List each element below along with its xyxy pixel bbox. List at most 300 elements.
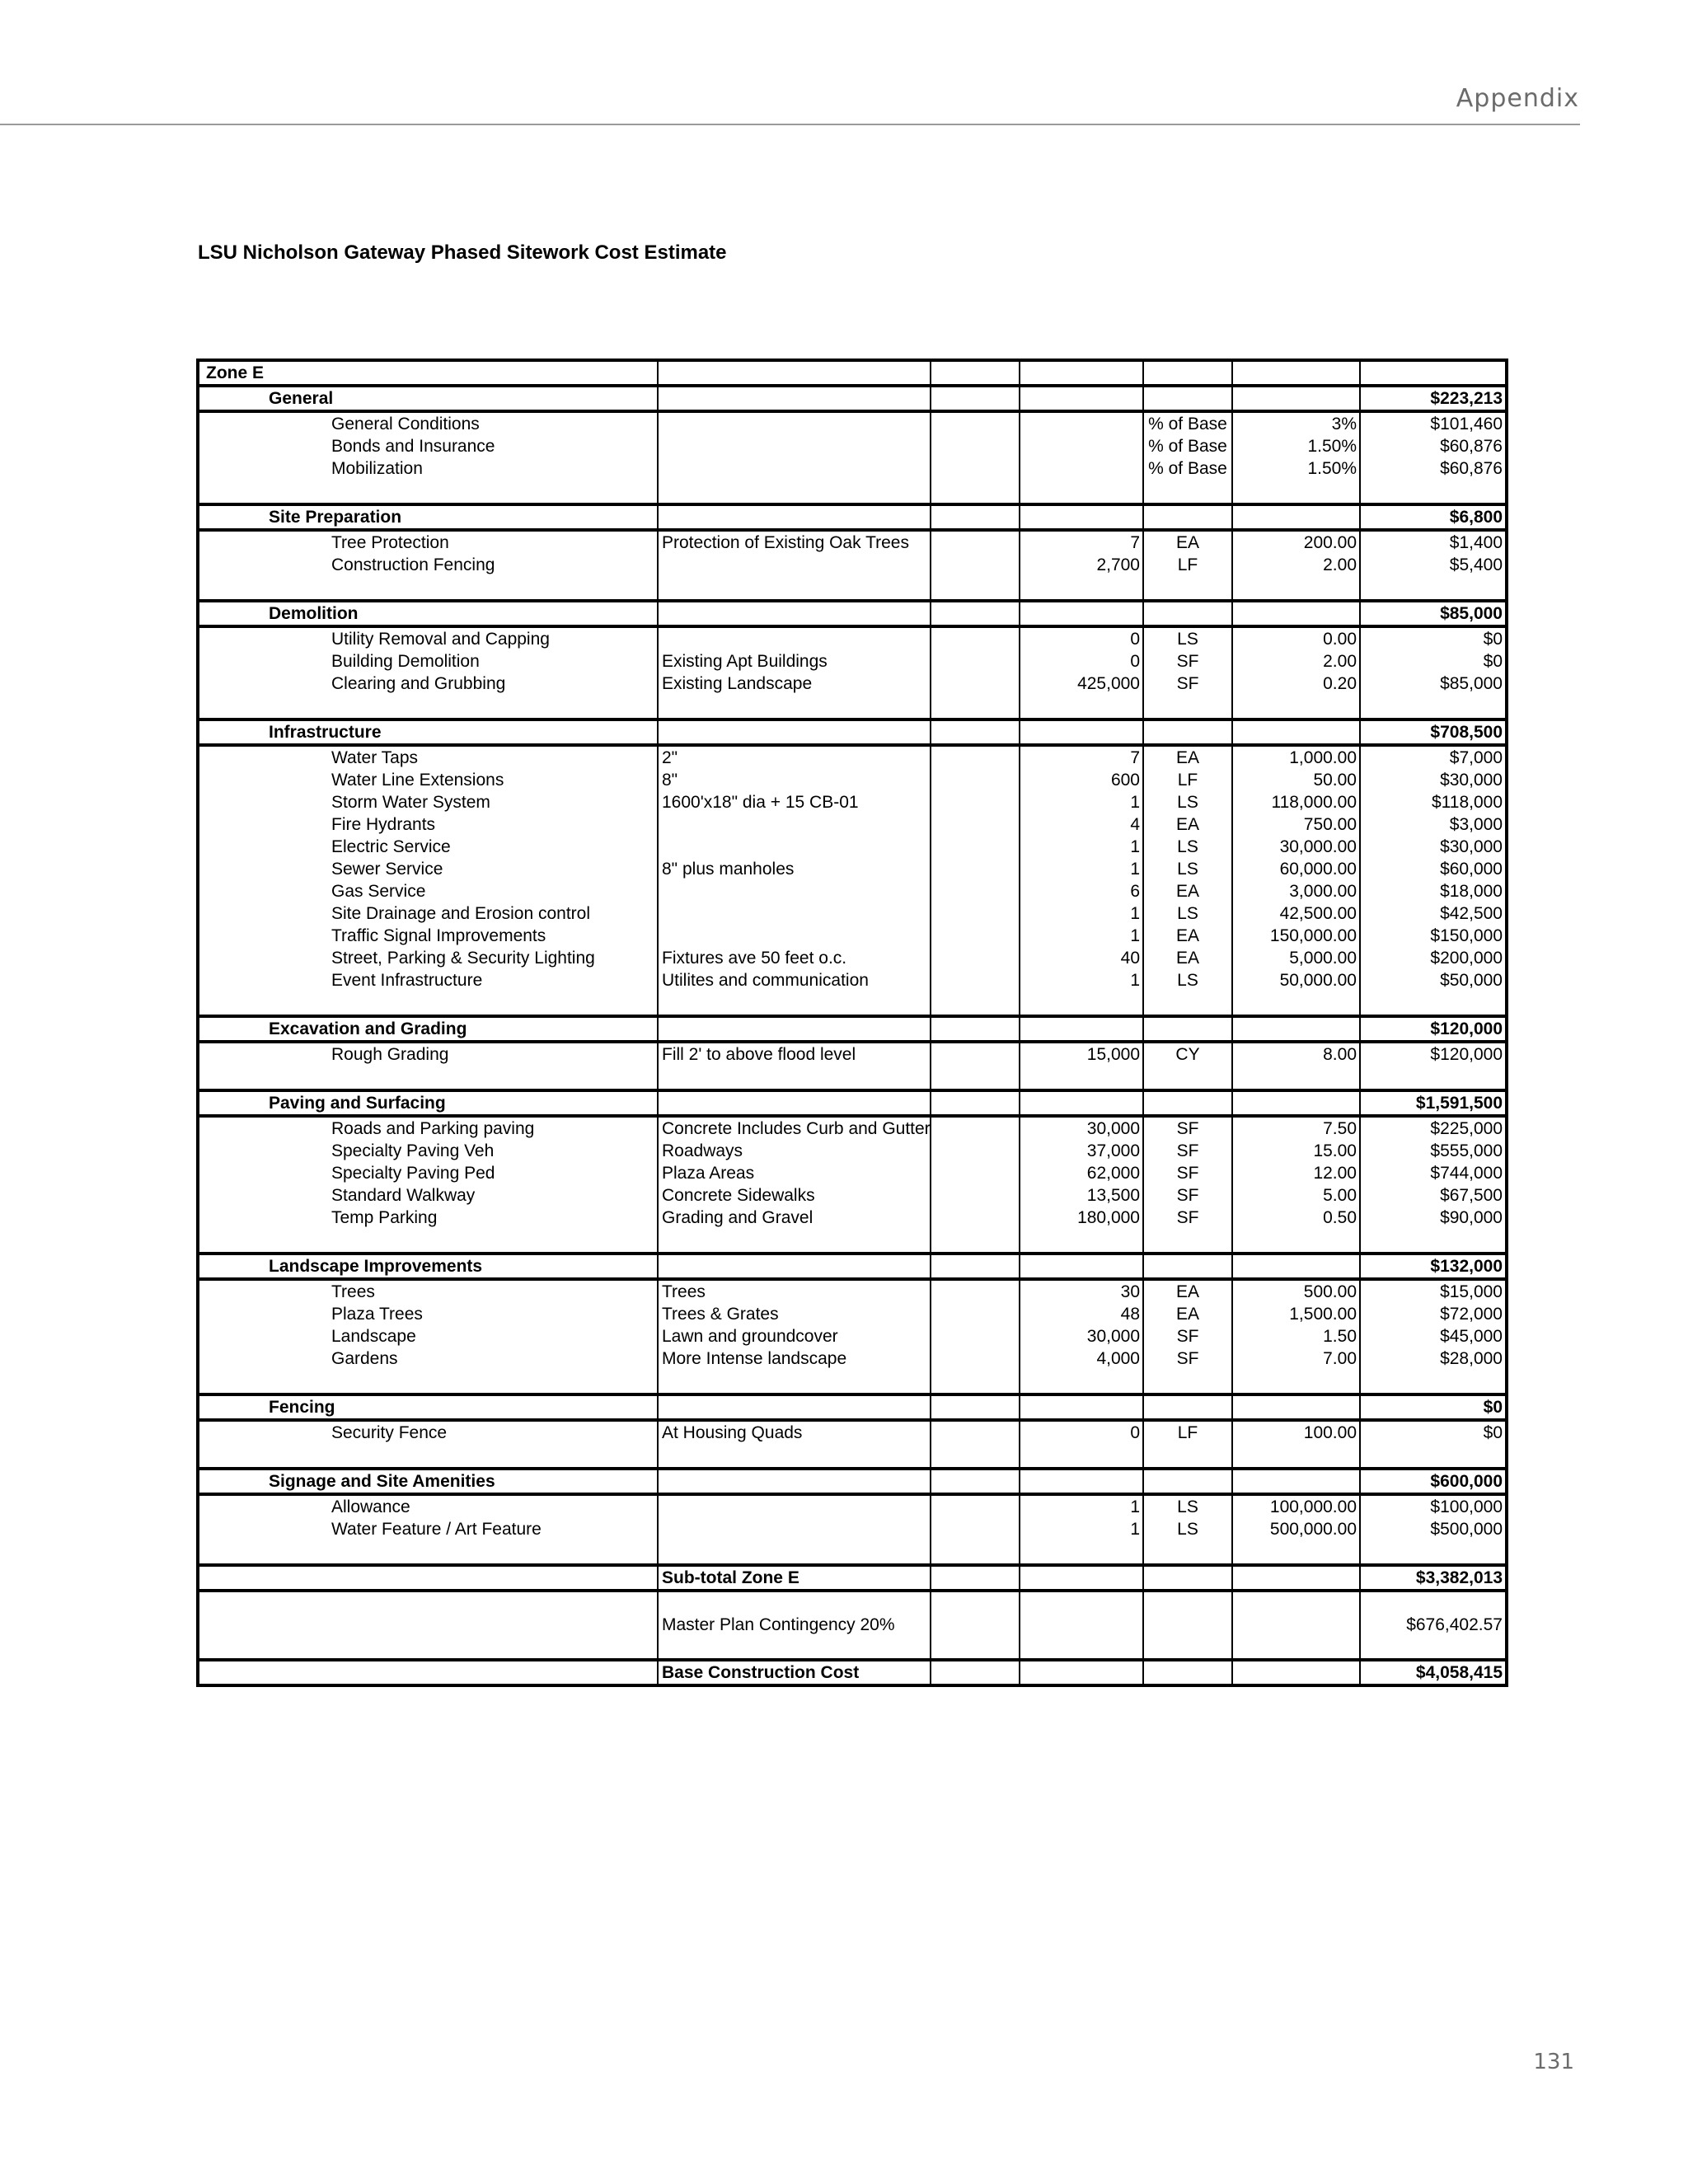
- section-total: $708,500: [1360, 719, 1507, 745]
- section-name: Paving and Surfacing: [198, 1090, 658, 1116]
- item-name: Allowance: [198, 1494, 658, 1518]
- item-name: Site Drainage and Erosion control: [198, 902, 658, 925]
- item-quantity: 425,000: [1020, 673, 1143, 695]
- empty-cell: [931, 530, 1020, 554]
- item-amount: $1,400: [1360, 530, 1507, 554]
- empty-cell: [658, 1066, 931, 1090]
- table-row: [198, 880, 1507, 902]
- empty-cell: [1143, 386, 1232, 411]
- item-quantity: 1: [1020, 969, 1143, 991]
- item-unit: LS: [1143, 836, 1232, 858]
- empty-cell: [198, 1660, 658, 1685]
- empty-cell: [931, 1518, 1020, 1540]
- item-description: [658, 435, 931, 457]
- item-description: Utilites and communication: [658, 969, 931, 991]
- item-amount: $50,000: [1360, 969, 1507, 991]
- empty-cell: [658, 991, 931, 1016]
- item-name: Gas Service: [198, 880, 658, 902]
- empty-cell: [1020, 480, 1143, 504]
- contingency-amount: $676,402.57: [1360, 1591, 1507, 1660]
- empty-cell: [931, 1565, 1020, 1591]
- section-name: Landscape Improvements: [198, 1254, 658, 1279]
- table-row: [198, 1420, 1507, 1444]
- empty-cell: [198, 1370, 658, 1394]
- document-title: LSU Nicholson Gateway Phased Sitework Cost Estimate: [198, 241, 727, 264]
- empty-cell: [931, 386, 1020, 411]
- empty-cell: [1232, 386, 1360, 411]
- table-row: [198, 769, 1507, 791]
- empty-cell: [931, 1229, 1020, 1254]
- empty-cell: [1232, 576, 1360, 601]
- item-name: Electric Service: [198, 836, 658, 858]
- item-description: [658, 626, 931, 650]
- item-unit: EA: [1143, 1279, 1232, 1303]
- item-unit-cost: 8.00: [1232, 1042, 1360, 1066]
- empty-cell: [198, 1591, 658, 1660]
- item-quantity: 7: [1020, 530, 1143, 554]
- empty-cell: [658, 504, 931, 530]
- table-row: [198, 1279, 1507, 1303]
- empty-cell: [931, 1279, 1020, 1303]
- item-name: Tree Protection: [198, 530, 658, 554]
- table-row: [198, 858, 1507, 880]
- empty-cell: [931, 411, 1020, 435]
- contingency-label: Master Plan Contingency 20%: [658, 1591, 931, 1660]
- spacer-row: [198, 991, 1507, 1016]
- empty-cell: [1143, 1394, 1232, 1420]
- section-header-row: [198, 601, 1507, 626]
- section-total: $1,591,500: [1360, 1090, 1507, 1116]
- table-row: [198, 1518, 1507, 1540]
- item-amount: $3,000: [1360, 813, 1507, 836]
- empty-cell: [931, 457, 1020, 480]
- table-row: [198, 1303, 1507, 1325]
- item-description: Existing Landscape: [658, 673, 931, 695]
- empty-cell: [1360, 1540, 1507, 1565]
- item-description: Roadways: [658, 1140, 931, 1162]
- item-amount: $30,000: [1360, 836, 1507, 858]
- section-header-row: [198, 386, 1507, 411]
- empty-cell: [1143, 719, 1232, 745]
- item-quantity: 6: [1020, 880, 1143, 902]
- item-unit-cost: 118,000.00: [1232, 791, 1360, 813]
- empty-cell: [1360, 1370, 1507, 1394]
- running-header-title: Appendix: [1456, 84, 1579, 113]
- empty-cell: [1143, 1229, 1232, 1254]
- spacer-row: [198, 1444, 1507, 1469]
- empty-cell: [658, 1090, 931, 1116]
- item-quantity: 30,000: [1020, 1116, 1143, 1140]
- empty-cell: [1232, 695, 1360, 719]
- item-unit-cost: 42,500.00: [1232, 902, 1360, 925]
- item-quantity: 62,000: [1020, 1162, 1143, 1184]
- item-amount: $5,400: [1360, 554, 1507, 576]
- item-amount: $120,000: [1360, 1042, 1507, 1066]
- empty-cell: [1020, 601, 1143, 626]
- table-row: [198, 969, 1507, 991]
- empty-cell: [198, 1229, 658, 1254]
- item-unit: SF: [1143, 1162, 1232, 1184]
- section-header-row: [198, 1394, 1507, 1420]
- empty-cell: [1360, 1444, 1507, 1469]
- empty-cell: [931, 719, 1020, 745]
- table-row: [198, 1347, 1507, 1370]
- empty-cell: [931, 1116, 1020, 1140]
- empty-cell: [1143, 991, 1232, 1016]
- item-quantity: 0: [1020, 626, 1143, 650]
- empty-cell: [931, 969, 1020, 991]
- spacer-row: [198, 1370, 1507, 1394]
- item-unit: LS: [1143, 626, 1232, 650]
- item-unit: % of Base: [1143, 435, 1232, 457]
- empty-cell: [1020, 1016, 1143, 1042]
- empty-cell: [1020, 1540, 1143, 1565]
- spacer-row: [198, 1066, 1507, 1090]
- item-unit-cost: 1.50%: [1232, 457, 1360, 480]
- item-unit-cost: 50,000.00: [1232, 969, 1360, 991]
- section-header-row: [198, 1090, 1507, 1116]
- item-description: [658, 902, 931, 925]
- item-unit-cost: 100,000.00: [1232, 1494, 1360, 1518]
- item-unit-cost: 12.00: [1232, 1162, 1360, 1184]
- item-unit: LF: [1143, 1420, 1232, 1444]
- item-quantity: [1020, 411, 1143, 435]
- empty-cell: [1020, 1444, 1143, 1469]
- item-amount: $555,000: [1360, 1140, 1507, 1162]
- item-name: Specialty Paving Veh: [198, 1140, 658, 1162]
- item-unit-cost: 0.50: [1232, 1207, 1360, 1229]
- item-unit: CY: [1143, 1042, 1232, 1066]
- empty-cell: [198, 695, 658, 719]
- item-unit: LS: [1143, 791, 1232, 813]
- item-quantity: 48: [1020, 1303, 1143, 1325]
- section-total: $0: [1360, 1394, 1507, 1420]
- empty-cell: [931, 791, 1020, 813]
- empty-cell: [1020, 504, 1143, 530]
- empty-cell: [1232, 1565, 1360, 1591]
- item-amount: $45,000: [1360, 1325, 1507, 1347]
- item-unit-cost: 3%: [1232, 411, 1360, 435]
- empty-cell: [1232, 1591, 1360, 1660]
- table-row: [198, 836, 1507, 858]
- item-unit-cost: 3,000.00: [1232, 880, 1360, 902]
- empty-cell: [931, 1303, 1020, 1325]
- empty-cell: [931, 1254, 1020, 1279]
- empty-cell: [658, 1016, 931, 1042]
- item-unit: % of Base: [1143, 411, 1232, 435]
- item-quantity: 40: [1020, 947, 1143, 969]
- item-unit-cost: 5.00: [1232, 1184, 1360, 1207]
- empty-cell: [931, 504, 1020, 530]
- item-amount: $42,500: [1360, 902, 1507, 925]
- item-quantity: 4: [1020, 813, 1143, 836]
- item-unit-cost: 150,000.00: [1232, 925, 1360, 947]
- item-unit: SF: [1143, 1116, 1232, 1140]
- item-description: Protection of Existing Oak Trees: [658, 530, 931, 554]
- section-header-row: [198, 719, 1507, 745]
- spacer-row: [198, 576, 1507, 601]
- item-unit: EA: [1143, 813, 1232, 836]
- item-unit: EA: [1143, 925, 1232, 947]
- item-amount: $85,000: [1360, 673, 1507, 695]
- empty-cell: [931, 1066, 1020, 1090]
- item-amount: $100,000: [1360, 1494, 1507, 1518]
- empty-cell: [931, 1090, 1020, 1116]
- empty-cell: [658, 1394, 931, 1420]
- empty-cell: [1232, 1254, 1360, 1279]
- item-quantity: 30,000: [1020, 1325, 1143, 1347]
- empty-cell: [1232, 1229, 1360, 1254]
- empty-cell: [658, 576, 931, 601]
- empty-cell: [1143, 1565, 1232, 1591]
- table-row: [198, 457, 1507, 480]
- section-name: Fencing: [198, 1394, 658, 1420]
- item-name: Trees: [198, 1279, 658, 1303]
- empty-cell: [1360, 991, 1507, 1016]
- empty-cell: [931, 1016, 1020, 1042]
- empty-cell: [931, 1140, 1020, 1162]
- item-description: Trees & Grates: [658, 1303, 931, 1325]
- base-amount: $4,058,415: [1360, 1660, 1507, 1685]
- item-quantity: 37,000: [1020, 1140, 1143, 1162]
- table-row: [198, 925, 1507, 947]
- empty-cell: [658, 1540, 931, 1565]
- empty-cell: [1143, 1016, 1232, 1042]
- item-unit: SF: [1143, 1347, 1232, 1370]
- table-row: [198, 673, 1507, 695]
- item-unit-cost: 15.00: [1232, 1140, 1360, 1162]
- item-unit-cost: 2.00: [1232, 650, 1360, 673]
- empty-cell: [1232, 504, 1360, 530]
- item-unit: SF: [1143, 1325, 1232, 1347]
- empty-cell: [931, 1325, 1020, 1347]
- empty-cell: [658, 719, 931, 745]
- base-label: Base Construction Cost: [658, 1660, 931, 1685]
- table-row: [198, 554, 1507, 576]
- empty-cell: [931, 1347, 1020, 1370]
- table-row: [198, 1116, 1507, 1140]
- item-name: Traffic Signal Improvements: [198, 925, 658, 947]
- item-quantity: 1: [1020, 836, 1143, 858]
- section-total: $120,000: [1360, 1016, 1507, 1042]
- table-row: [198, 650, 1507, 673]
- item-unit: SF: [1143, 673, 1232, 695]
- item-unit-cost: 7.00: [1232, 1347, 1360, 1370]
- section-name: General: [198, 386, 658, 411]
- item-unit-cost: 200.00: [1232, 530, 1360, 554]
- item-amount: $18,000: [1360, 880, 1507, 902]
- empty-cell: [1143, 1370, 1232, 1394]
- empty-cell: [931, 836, 1020, 858]
- item-unit: EA: [1143, 1303, 1232, 1325]
- item-quantity: 0: [1020, 650, 1143, 673]
- section-total: $85,000: [1360, 601, 1507, 626]
- item-description: [658, 813, 931, 836]
- item-unit: LS: [1143, 1518, 1232, 1540]
- empty-cell: [1020, 1066, 1143, 1090]
- item-name: Water Taps: [198, 745, 658, 769]
- item-name: Fire Hydrants: [198, 813, 658, 836]
- item-name: Storm Water System: [198, 791, 658, 813]
- item-amount: $500,000: [1360, 1518, 1507, 1540]
- item-amount: $60,876: [1360, 435, 1507, 457]
- item-unit: % of Base: [1143, 457, 1232, 480]
- empty-cell: [931, 925, 1020, 947]
- item-amount: $60,000: [1360, 858, 1507, 880]
- empty-cell: [1232, 480, 1360, 504]
- item-unit: EA: [1143, 530, 1232, 554]
- section-name: Site Preparation: [198, 504, 658, 530]
- item-unit-cost: 50.00: [1232, 769, 1360, 791]
- item-unit-cost: 30,000.00: [1232, 836, 1360, 858]
- item-amount: $67,500: [1360, 1184, 1507, 1207]
- empty-cell: [1020, 695, 1143, 719]
- item-description: [658, 1518, 931, 1540]
- table-row: [198, 1494, 1507, 1518]
- empty-cell: [658, 601, 931, 626]
- empty-cell: [931, 576, 1020, 601]
- empty-cell: [1020, 1591, 1143, 1660]
- item-name: Standard Walkway: [198, 1184, 658, 1207]
- empty-cell: [1232, 1660, 1360, 1685]
- item-unit-cost: 500.00: [1232, 1279, 1360, 1303]
- item-name: Temp Parking: [198, 1207, 658, 1229]
- section-header-row: [198, 504, 1507, 530]
- empty-cell: [1143, 504, 1232, 530]
- empty-cell: [931, 626, 1020, 650]
- empty-cell: [658, 480, 931, 504]
- item-amount: $0: [1360, 1420, 1507, 1444]
- item-name: Gardens: [198, 1347, 658, 1370]
- item-unit-cost: 60,000.00: [1232, 858, 1360, 880]
- item-name: Roads and Parking paving: [198, 1116, 658, 1140]
- item-unit: SF: [1143, 1140, 1232, 1162]
- item-quantity: 4,000: [1020, 1347, 1143, 1370]
- item-unit-cost: 1,500.00: [1232, 1303, 1360, 1325]
- spacer-row: [198, 1540, 1507, 1565]
- empty-cell: [931, 1370, 1020, 1394]
- section-name: Infrastructure: [198, 719, 658, 745]
- item-amount: $225,000: [1360, 1116, 1507, 1140]
- section-name: Signage and Site Amenities: [198, 1469, 658, 1494]
- section-total: $600,000: [1360, 1469, 1507, 1494]
- table-row: [198, 1184, 1507, 1207]
- item-amount: $28,000: [1360, 1347, 1507, 1370]
- empty-cell: [658, 386, 931, 411]
- item-description: [658, 925, 931, 947]
- item-amount: $150,000: [1360, 925, 1507, 947]
- table-row: [198, 745, 1507, 769]
- empty-cell: [198, 1066, 658, 1090]
- base-cost-row: [198, 1660, 1507, 1685]
- empty-cell: [1143, 480, 1232, 504]
- empty-cell: [198, 991, 658, 1016]
- empty-cell: [931, 1184, 1020, 1207]
- item-description: At Housing Quads: [658, 1420, 931, 1444]
- empty-cell: [1232, 1394, 1360, 1420]
- empty-cell: [1143, 1444, 1232, 1469]
- table-row: [198, 1207, 1507, 1229]
- subtotal-label: Sub-total Zone E: [658, 1565, 931, 1591]
- item-amount: $744,000: [1360, 1162, 1507, 1184]
- section-name: Demolition: [198, 601, 658, 626]
- item-description: Fill 2' to above flood level: [658, 1042, 931, 1066]
- empty-cell: [1020, 1469, 1143, 1494]
- header-rule: [0, 124, 1580, 125]
- item-name: Plaza Trees: [198, 1303, 658, 1325]
- item-unit: LS: [1143, 1494, 1232, 1518]
- item-unit-cost: 7.50: [1232, 1116, 1360, 1140]
- item-amount: $0: [1360, 626, 1507, 650]
- item-unit-cost: 500,000.00: [1232, 1518, 1360, 1540]
- empty-cell: [931, 1494, 1020, 1518]
- empty-cell: [931, 695, 1020, 719]
- item-description: Fixtures ave 50 feet o.c.: [658, 947, 931, 969]
- empty-cell: [931, 1660, 1020, 1685]
- table-row: [198, 435, 1507, 457]
- item-unit: LF: [1143, 769, 1232, 791]
- empty-cell: [1020, 386, 1143, 411]
- item-name: Building Demolition: [198, 650, 658, 673]
- empty-cell: [1020, 1660, 1143, 1685]
- section-header-row: [198, 1016, 1507, 1042]
- item-quantity: 600: [1020, 769, 1143, 791]
- item-quantity: 1: [1020, 902, 1143, 925]
- item-amount: $7,000: [1360, 745, 1507, 769]
- section-total: $132,000: [1360, 1254, 1507, 1279]
- table-row: [198, 1140, 1507, 1162]
- contingency-row: [198, 1591, 1507, 1660]
- item-unit-cost: 0.20: [1232, 673, 1360, 695]
- empty-cell: [1020, 719, 1143, 745]
- item-description: More Intense landscape: [658, 1347, 931, 1370]
- empty-cell: [1143, 1469, 1232, 1494]
- item-unit: SF: [1143, 1207, 1232, 1229]
- empty-cell: [931, 858, 1020, 880]
- item-quantity: 1: [1020, 925, 1143, 947]
- item-quantity: 1: [1020, 1494, 1143, 1518]
- empty-cell: [1232, 1469, 1360, 1494]
- item-amount: $90,000: [1360, 1207, 1507, 1229]
- item-unit: EA: [1143, 947, 1232, 969]
- empty-cell: [1360, 1066, 1507, 1090]
- empty-cell: [931, 745, 1020, 769]
- table-row: [198, 791, 1507, 813]
- empty-cell: [1232, 991, 1360, 1016]
- item-name: Security Fence: [198, 1420, 658, 1444]
- empty-cell: [198, 1540, 658, 1565]
- empty-cell: [1143, 576, 1232, 601]
- item-unit-cost: 100.00: [1232, 1420, 1360, 1444]
- item-description: Concrete Includes Curb and Gutter: [658, 1116, 931, 1140]
- item-quantity: 30: [1020, 1279, 1143, 1303]
- empty-cell: [931, 1591, 1020, 1660]
- item-quantity: 1: [1020, 858, 1143, 880]
- item-description: 2": [658, 745, 931, 769]
- empty-cell: [1020, 1229, 1143, 1254]
- empty-cell: [1143, 1591, 1232, 1660]
- empty-cell: [1232, 1444, 1360, 1469]
- empty-cell: [931, 1420, 1020, 1444]
- empty-cell: [1143, 1090, 1232, 1116]
- item-name: Sewer Service: [198, 858, 658, 880]
- empty-cell: [1020, 1565, 1143, 1591]
- empty-cell: [198, 1565, 658, 1591]
- item-description: 8": [658, 769, 931, 791]
- item-name: Bonds and Insurance: [198, 435, 658, 457]
- empty-cell: [1232, 1090, 1360, 1116]
- subtotal-amount: $3,382,013: [1360, 1565, 1507, 1591]
